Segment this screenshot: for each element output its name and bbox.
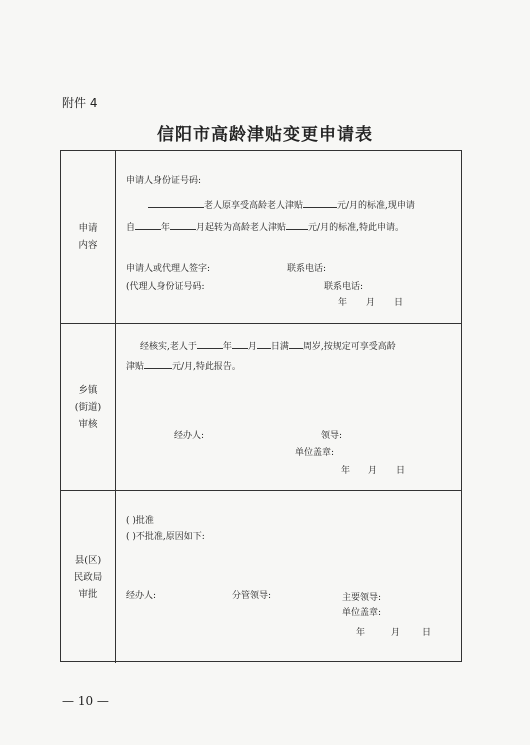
handler-label: 经办人: bbox=[126, 591, 157, 601]
blank-field[interactable] bbox=[303, 197, 337, 208]
date-month: 月 bbox=[366, 298, 376, 308]
section-township-review bbox=[61, 323, 461, 490]
label-line: 审核 bbox=[78, 418, 98, 430]
label-line: 审批 bbox=[78, 588, 98, 600]
deputy-leader-label: 分管领导: bbox=[232, 591, 272, 601]
contact-phone-label: 联系电话: bbox=[287, 264, 327, 274]
label-line: 内容 bbox=[78, 240, 98, 251]
applicant-signature-label: 申请人或代理人签字: bbox=[126, 264, 211, 274]
section-body bbox=[116, 324, 461, 490]
blank-field[interactable] bbox=[232, 338, 248, 349]
main-leader-label: 主要领导: bbox=[342, 593, 382, 603]
id-number-label: 申请人身份证号码: bbox=[126, 176, 202, 186]
page-number: — 10 — bbox=[62, 694, 109, 708]
line-original-subsidy: 老人原享受高龄老人津贴 元/月的标准,现申请 bbox=[148, 197, 415, 211]
approve-checkbox-line[interactable]: ( )批准 bbox=[126, 516, 154, 526]
blank-field[interactable] bbox=[135, 219, 161, 230]
section-application-content bbox=[61, 151, 461, 323]
form-title: 信阳市高龄津贴变更申请表 bbox=[157, 125, 373, 145]
section-county-approval bbox=[61, 490, 461, 663]
section-label bbox=[61, 151, 116, 323]
section-body bbox=[116, 151, 461, 323]
handler-label: 经办人: bbox=[174, 431, 205, 441]
application-form-table bbox=[60, 150, 462, 662]
date-month: 月 bbox=[391, 628, 401, 638]
agent-id-label: (代理人身份证号码: bbox=[126, 282, 205, 292]
seal-label: 单位盖章: bbox=[342, 608, 382, 618]
line-verification: 经核实,老人于 年 月 日满 周岁,按规定可享受高龄 bbox=[140, 338, 396, 352]
label-line: 民政局 bbox=[73, 571, 103, 583]
date-month: 月 bbox=[368, 466, 378, 476]
label-line: (街道) bbox=[74, 401, 102, 413]
blank-field[interactable] bbox=[286, 219, 308, 230]
line-subsidy-report: 津贴 元/月,特此报告。 bbox=[126, 358, 241, 372]
agent-phone-label: 联系电话: bbox=[324, 282, 364, 292]
blank-field[interactable] bbox=[289, 338, 303, 349]
attachment-label: 附件 4 bbox=[62, 96, 98, 110]
date-day: 日 bbox=[422, 628, 432, 638]
label-line: 县(区) bbox=[74, 554, 102, 566]
date-day: 日 bbox=[396, 466, 406, 476]
reject-checkbox-line[interactable]: ( )不批准,原因如下: bbox=[126, 532, 205, 542]
section-body bbox=[116, 491, 461, 663]
line-new-subsidy: 自 年 月起转为高龄老人津贴 元/月的标准,特此申请。 bbox=[126, 219, 404, 233]
date-day: 日 bbox=[394, 298, 404, 308]
seal-label: 单位盖章: bbox=[295, 448, 335, 458]
label-line: 乡镇 bbox=[78, 384, 98, 396]
blank-field[interactable] bbox=[257, 338, 271, 349]
date-year: 年 bbox=[356, 628, 366, 638]
blank-field[interactable] bbox=[148, 197, 204, 208]
label-line: 申请 bbox=[78, 223, 98, 234]
section-label bbox=[61, 324, 116, 490]
section-label bbox=[61, 491, 116, 663]
date-year: 年 bbox=[341, 466, 351, 476]
blank-field[interactable] bbox=[144, 358, 172, 369]
leader-label: 领导: bbox=[321, 431, 343, 441]
date-year: 年 bbox=[338, 298, 348, 308]
blank-field[interactable] bbox=[170, 219, 196, 230]
blank-field[interactable] bbox=[197, 338, 223, 349]
